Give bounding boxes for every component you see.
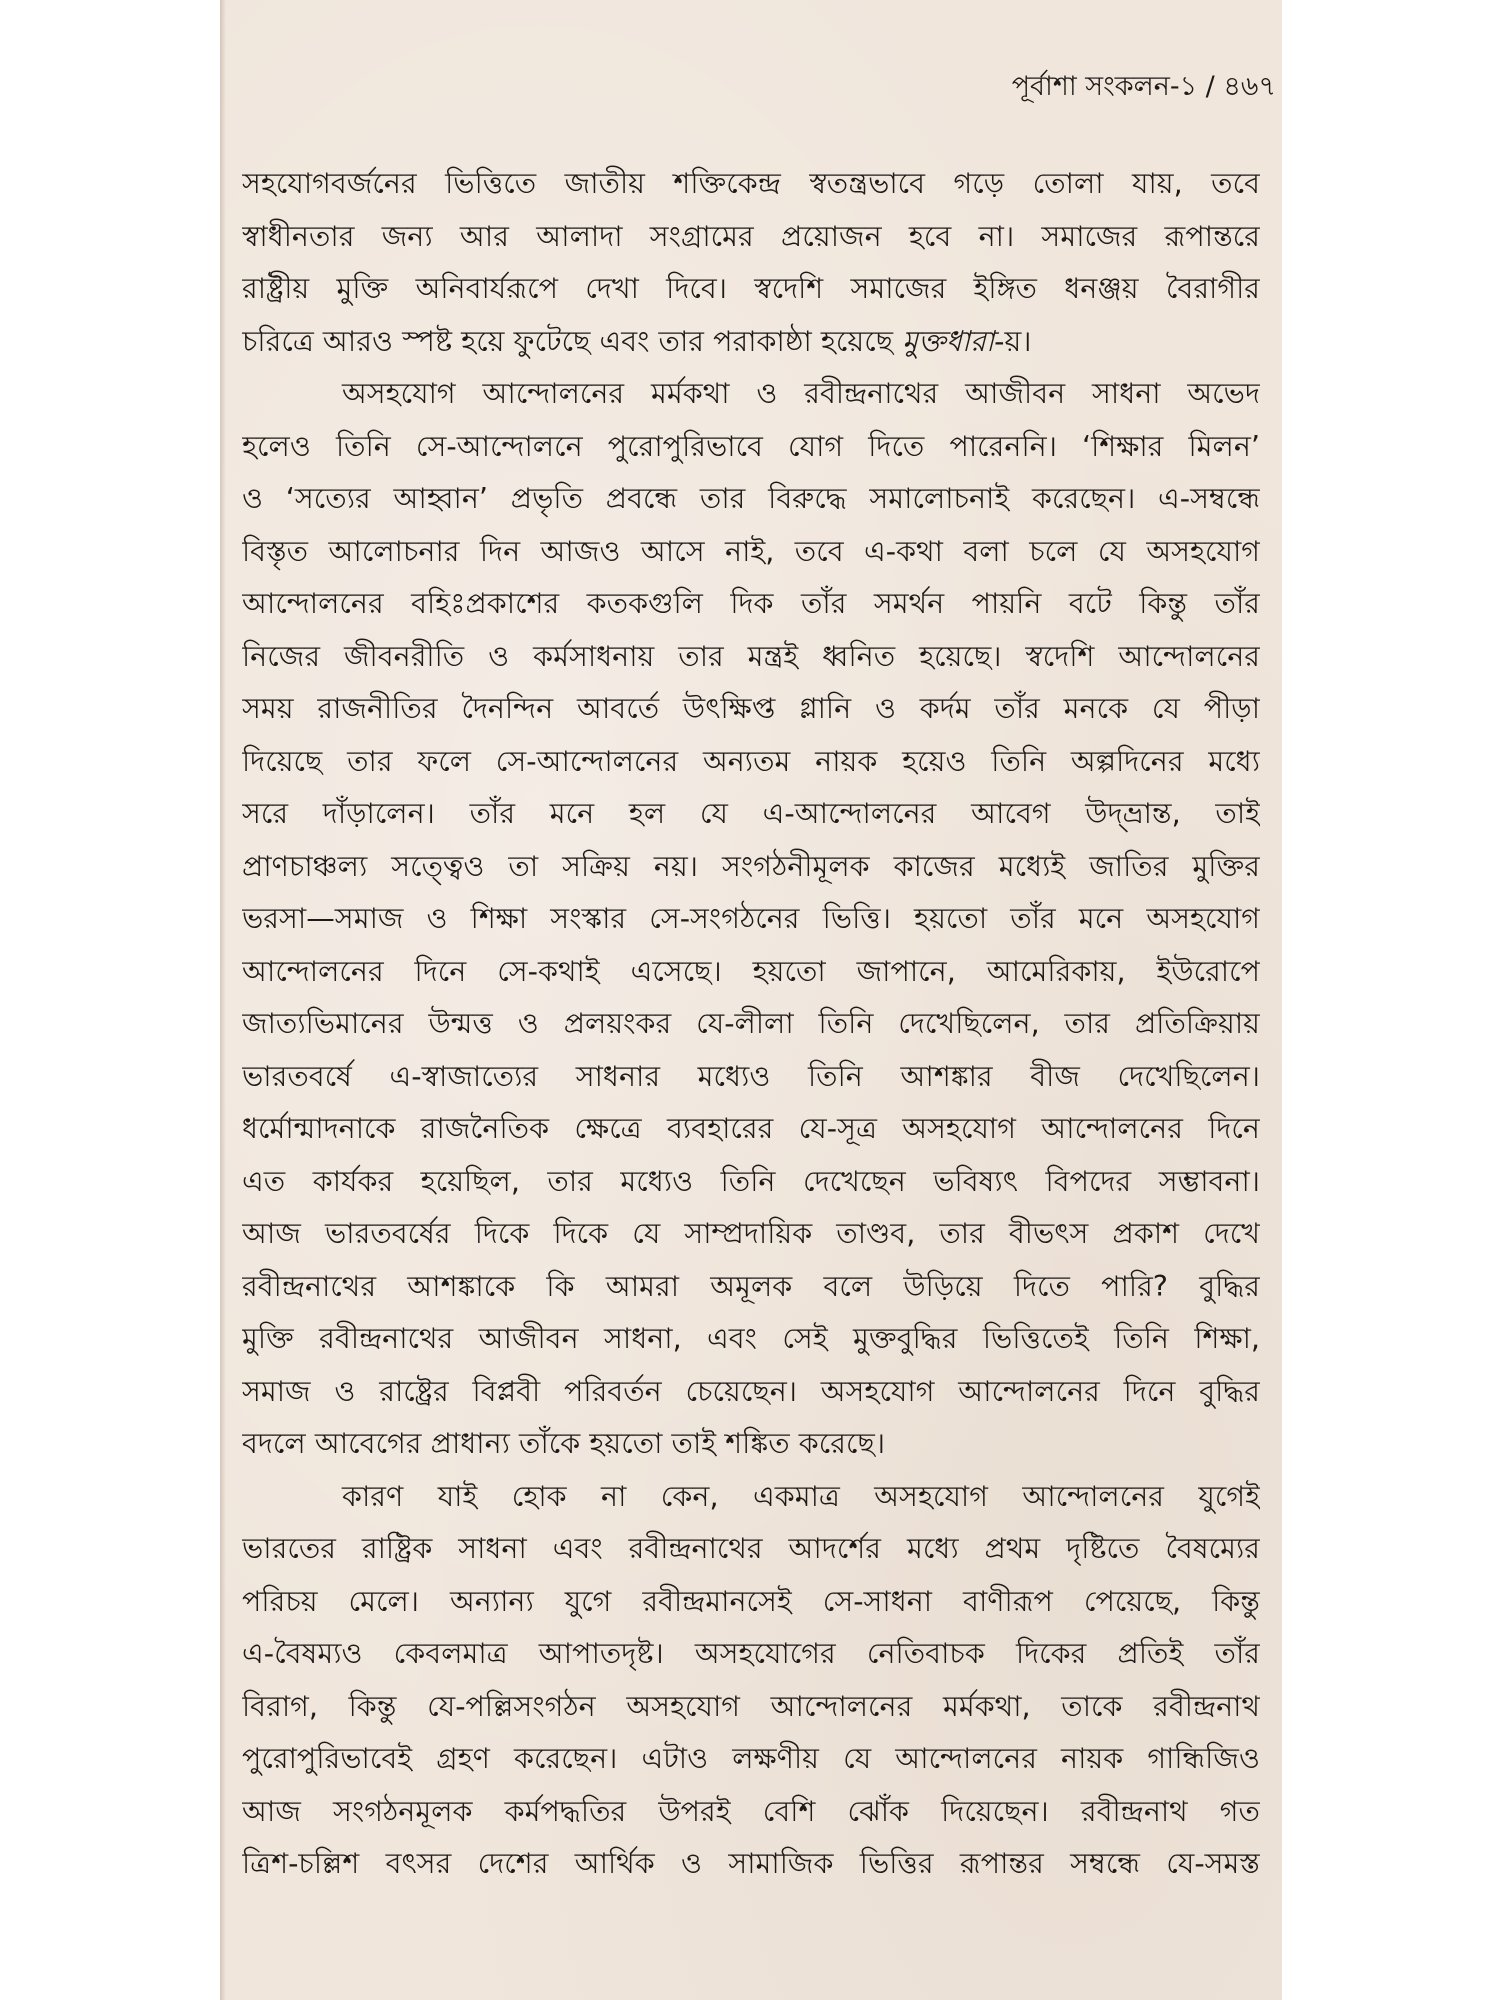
text-fragment: -য়।: [994, 323, 1032, 358]
text-line: আজ সংগঠনমূলক কর্মপদ্ধতির উপরই বেশি ঝোঁক দিয়েছেন। রবীন্দ্রনাথ গত: [242, 1793, 1260, 1828]
text-line: বিস্তৃত আলোচনার দিন আজও আসে নাই, তবে এ-কথা বলা চলে যে অসহযোগ: [242, 533, 1260, 568]
text-line: আন্দোলনের বহিঃপ্রকাশের কতকগুলি দিক তাঁর সমর্থন পায়নি বটে কিন্তু তাঁর: [242, 586, 1260, 620]
running-header: পূর্বাশা সংকলন-১ / ৪৬৭: [1011, 71, 1276, 102]
text-line: মুক্তি রবীন্দ্রনাথের আজীবন সাধনা, এবং সেই মুক্তবুদ্ধির ভিত্তিতেই তিনি শিক্ষা,: [242, 1321, 1260, 1355]
text-line: সরে দাঁড়ালেন। তাঁর মনে হল যে এ-আন্দোলনের আবেগ উদ্‌ভ্রান্ত, তাই: [242, 796, 1260, 830]
text-line: স্বাধীনতার জন্য আর আলাদা সংগ্রামের প্রয়োজন হবে না। সমাজের রূপান্তরে: [242, 218, 1260, 253]
text-line: [242, 315, 1260, 368]
text-line: সমাজ ও রাষ্ট্রের বিপ্লবী পরিবর্তন চেয়েছেন। অসহযোগ আন্দোলনের দিনে বুদ্ধির: [242, 1373, 1260, 1408]
page-edge-shadow: [220, 0, 226, 2000]
text-fragment: চরিত্রে আরও স্পষ্ট হয়ে ফুটেছে এবং তার পরাকাষ্ঠা হয়েছে: [242, 323, 903, 358]
text-line: জাত্যভিমানের উন্মত্ত ও প্রলয়ংকর যে-লীলা তিনি দেখেছিলেন, তার প্রতিক্রিয়ায়: [242, 1006, 1260, 1040]
italic-title: মুক্তধারা: [902, 323, 995, 358]
book-page: [220, 0, 1282, 2000]
text-line: পরিচয় মেলে। অন্যান্য যুগে রবীন্দ্রমানসেই সে-সাধনা বাণীরূপ পেয়েছে, কিন্তু: [242, 1583, 1260, 1618]
text-line: ত্রিশ-চল্লিশ বৎসর দেশের আর্থিক ও সামাজিক ভিত্তির রূপান্তর সম্বন্ধে যে-সমস্ত: [242, 1846, 1260, 1880]
text-line: ভারতের রাষ্ট্রিক সাধনা এবং রবীন্দ্রনাথের আদর্শের মধ্যে প্রথম দৃষ্টিতে বৈষম্যের: [242, 1531, 1260, 1565]
text-line: প্রাণচাঞ্চল্য সত্ত্বেও তা সক্রিয় নয়। সংগঠনীমূলক কাজের মধ্যেই জাতির মুক্তির: [242, 848, 1260, 883]
text-line: এ-বৈষম্যও কেবলমাত্র আপাতদৃষ্ট। অসহযোগের নেতিবাচক দিকের প্রতিই তাঁর: [242, 1636, 1260, 1670]
text-line: কারণ যাই হোক না কেন, একমাত্র অসহযোগ আন্দোলনের যুগেই: [342, 1478, 1260, 1513]
text-line: আন্দোলনের দিনে সে-কথাই এসেছে। হয়তো জাপানে, আমেরিকায়, ইউরোপে: [242, 953, 1260, 988]
text-line: হলেও তিনি সে-আন্দোলনে পুরোপুরিভাবে যোগ দিতে পারেননি। ‘শিক্ষার মিলন’: [242, 428, 1260, 463]
text-line: রবীন্দ্রনাথের আশঙ্কাকে কি আমরা অমূলক বলে উড়িয়ে দিতে পারি? বুদ্ধির: [242, 1268, 1260, 1303]
text-line: ভারতবর্ষে এ-স্বাজাত্যের সাধনার মধ্যেও তিনি আশঙ্কার বীজ দেখেছিলেন।: [242, 1058, 1260, 1093]
text-line: বদলে আবেগের প্রাধান্য তাঁকে হয়তো তাই শঙ্কিত করেছে।: [242, 1426, 886, 1460]
text-line: আজ ভারতবর্ষের দিকে দিকে যে সাম্প্রদায়িক তাণ্ডব, তার বীভৎস প্রকাশ দেখে: [242, 1216, 1260, 1250]
text-line: ও ‘সত্যের আহ্বান’ প্রভৃতি প্রবন্ধে তার বিরুদ্ধে সমালোচনাই করেছেন। এ-সম্বন্ধে: [242, 481, 1260, 515]
text-line: নিজের জীবনরীতি ও কর্মসাধনায় তার মন্ত্রই ধ্বনিত হয়েছে। স্বদেশি আন্দোলনের: [242, 638, 1260, 673]
body-text: [242, 157, 1260, 1890]
text-line: এত কার্যকর হয়েছিল, তার মধ্যেও তিনি দেখেছেন ভবিষ্যৎ বিপদের সম্ভাবনা।: [242, 1163, 1260, 1198]
text-line: বিরাগ, কিন্তু যে-পল্লিসংগঠন অসহযোগ আন্দোলনের মর্মকথা, তাকে রবীন্দ্রনাথ: [242, 1688, 1260, 1723]
text-line: ভরসা—সমাজ ও শিক্ষা সংস্কার সে-সংগঠনের ভিত্তি। হয়তো তাঁর মনে অসহযোগ: [242, 901, 1260, 935]
text-line: অসহযোগ আন্দোলনের মর্মকথা ও রবীন্দ্রনাথের আজীবন সাধনা অভেদ: [342, 376, 1260, 410]
text-line: সহযোগবর্জনের ভিত্তিতে জাতীয় শক্তিকেন্দ্র স্বতন্ত্রভাবে গড়ে তোলা যায়, তবে: [242, 166, 1260, 200]
text-line: ধর্মোন্মাদনাকে রাজনৈতিক ক্ষেত্রে ব্যবহারের যে-সূত্র অসহযোগ আন্দোলনের দিনে: [242, 1111, 1260, 1145]
text-line: দিয়েছে তার ফলে সে-আন্দোলনের অন্যতম নায়ক হয়েও তিনি অল্পদিনের মধ্যে: [242, 743, 1260, 778]
text-line: পুরোপুরিভাবেই গ্রহণ করেছেন। এটাও লক্ষণীয় যে আন্দোলনের নায়ক গান্ধিজিও: [242, 1741, 1260, 1775]
text-line: সময় রাজনীতির দৈনন্দিন আবর্তে উৎক্ষিপ্ত গ্লানি ও কর্দম তাঁর মনকে যে পীড়া: [242, 691, 1260, 725]
text-line: রাষ্ট্রীয় মুক্তি অনিবার্যরূপে দেখা দিবে। স্বদেশি সমাজের ইঙ্গিত ধনঞ্জয় বৈরাগীর: [242, 271, 1260, 305]
